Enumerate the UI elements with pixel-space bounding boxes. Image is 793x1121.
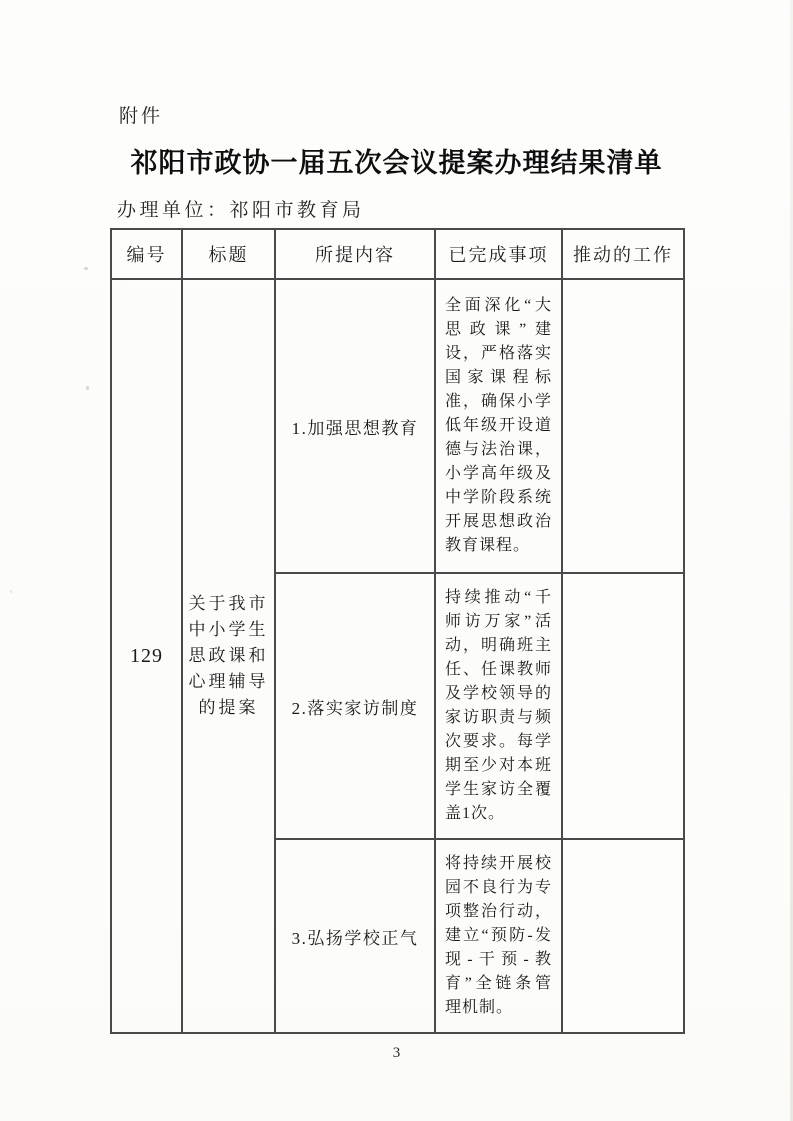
scan-speck bbox=[86, 386, 89, 390]
table-header-row bbox=[111, 229, 684, 279]
scan-speck bbox=[10, 590, 12, 593]
page-title: 祁阳市政协一届五次会议提案办理结果清单 bbox=[130, 148, 663, 178]
proposal-number: 129 bbox=[111, 279, 182, 1033]
promoted-work-3 bbox=[562, 839, 684, 1033]
attachment-label: 附件 bbox=[119, 106, 164, 127]
page-number: 3 bbox=[392, 1045, 401, 1061]
header-content: 所提内容 bbox=[275, 229, 435, 279]
content-item-3: 3.弘扬学校正气 bbox=[275, 839, 435, 1033]
proposal-title: 关于我市中小学生思政课和心理辅导的提案 bbox=[182, 279, 275, 1033]
header-title: 标题 bbox=[182, 229, 275, 279]
scan-speck bbox=[84, 267, 88, 270]
header-number: 编号 bbox=[111, 229, 182, 279]
completed-item-2: 持续推动“千师访万家”活动，明确班主任、任课教师及学校领导的家访职责与频次要求。每学期至少对本班学生家访全覆盖1次。 bbox=[435, 573, 562, 839]
header-completed: 已完成事项 bbox=[435, 229, 562, 279]
content-item-2: 2.落实家访制度 bbox=[275, 573, 435, 839]
completed-item-3: 将持续开展校园不良行为专项整治行动，建立“预防-发现-干预-教育”全链条管理机制。 bbox=[435, 839, 562, 1033]
proposal-result-table bbox=[110, 228, 685, 1034]
content-item-1: 1.加强思想教育 bbox=[275, 279, 435, 573]
header-promoted: 推动的工作 bbox=[562, 229, 684, 279]
table-row bbox=[111, 279, 684, 573]
handling-unit-label: 办理单位：祁阳市教育局 bbox=[117, 200, 365, 221]
completed-item-1: 全面深化“大思政课”建设，严格落实国家课程标准，确保小学低年级开设道德与法治课，小学高年级及中学阶段系统开展思想政治教育课程。 bbox=[435, 279, 562, 573]
promoted-work-2 bbox=[562, 573, 684, 839]
promoted-work-1 bbox=[562, 279, 684, 573]
